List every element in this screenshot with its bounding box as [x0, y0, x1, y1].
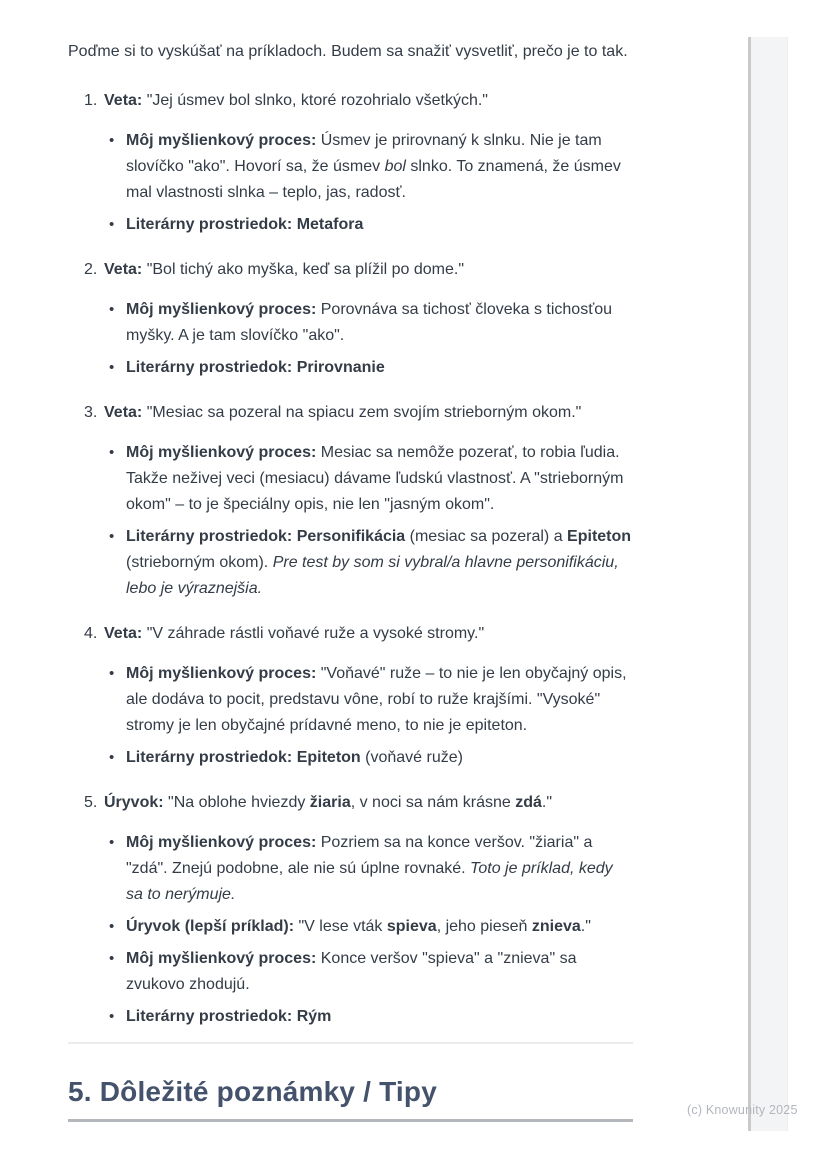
italic-text: bol: [384, 158, 406, 175]
bullet-icon: •: [109, 1008, 115, 1025]
bullet-icon: •: [109, 444, 115, 461]
bold-text: Literárny prostriedok: Metafora: [126, 216, 364, 233]
item-lead-row: [68, 88, 633, 114]
bold-text: Veta:: [104, 92, 143, 109]
example-item-5: [68, 790, 633, 1030]
bullet-icon: •: [109, 665, 115, 682]
bullet-icon: •: [109, 132, 115, 149]
item-number: 4.: [84, 625, 98, 642]
item-sentence: [104, 257, 464, 283]
bullet-text: [126, 946, 633, 998]
text-run: Úsmev je prirovnaný k slnku. Nie je tam slovíčko "ako". Hovorí sa, že úsmev: [126, 132, 602, 175]
bullet-item: [68, 830, 633, 908]
text-run: slnko. To znamená, že úsmev mal vlastnosti slnka – teplo, jas, radosť.: [126, 158, 621, 201]
item-lead-row: [68, 257, 633, 283]
intro-paragraph: Poďme si to vyskúšať na príkladoch. Budem sa snažiť vysvetliť, prečo je to tak.: [68, 43, 628, 60]
bullet-icon: •: [109, 950, 115, 967]
item-sentence: [104, 621, 484, 647]
bold-text: znieva: [531, 918, 581, 935]
item-number: 5.: [84, 794, 98, 811]
bold-text: Úryvok:: [104, 794, 164, 811]
item-number: 1.: [84, 92, 98, 109]
text-run: , v noci sa nám krásne: [350, 794, 516, 811]
bullet-text: [126, 212, 633, 238]
item-lead-row: [68, 790, 633, 816]
bold-text: Môj myšlienkový proces:: [126, 132, 317, 149]
bullet-text: [126, 297, 633, 349]
item-number: 2.: [84, 261, 98, 278]
bold-text: zdá: [515, 794, 542, 811]
text-run: "Mesiac sa pozeral na spiacu zem svojím strieborným okom.": [142, 404, 582, 421]
item-sentence: [104, 88, 488, 114]
bold-text: Veta:: [104, 625, 143, 642]
bold-text: Môj myšlienkový proces:: [126, 950, 317, 967]
text-run: "V lese vták: [294, 918, 387, 935]
text-run: .": [580, 918, 591, 935]
bullet-text: [126, 745, 633, 771]
bullet-icon: •: [109, 301, 115, 318]
bullet-text: [126, 524, 633, 602]
text-run: (mesiac sa pozeral) a: [405, 528, 568, 545]
bullet-list: [68, 830, 633, 1030]
example-item-3: [68, 400, 633, 602]
bullet-text: [126, 830, 633, 908]
bold-text: žiaria: [309, 794, 351, 811]
bullet-item: [68, 128, 633, 206]
text-run: "Bol tichý ako myška, keď sa plížil po dome.": [142, 261, 465, 278]
bold-text: Literárny prostriedok: Prirovnanie: [126, 359, 385, 376]
bullet-text: [126, 1004, 633, 1030]
bullet-icon: •: [109, 749, 115, 766]
text-run: Porovnáva sa tichosť človeka s tichosťou myšky. A je tam slovíčko "ako".: [126, 301, 612, 344]
bold-text: Môj myšlienkový proces:: [126, 301, 317, 318]
bold-text: Úryvok (lepší príklad):: [126, 918, 295, 935]
text-run: Pozriem sa na konce veršov. "žiaria" a "zdá". Znejú podobne, ale nie sú úplne rovnaké.: [126, 834, 593, 877]
bullet-list: [68, 440, 633, 602]
bullet-item: [68, 297, 633, 349]
bullet-item: [68, 661, 633, 739]
text-run: "Na oblohe hviezdy: [163, 794, 310, 811]
bold-text: Veta:: [104, 404, 143, 421]
bullet-item: [68, 946, 633, 998]
item-lead-row: [68, 400, 633, 426]
bold-text: Môj myšlienkový proces:: [126, 665, 317, 682]
italic-text: Toto je príklad, kedy sa to nerýmuje.: [126, 860, 613, 903]
text-run: , jeho pieseň: [436, 918, 532, 935]
watermark-label: (c) Knowunity 2025: [687, 1103, 798, 1117]
document-page: [68, 39, 633, 1122]
text-run: Konce veršov "spieva" a "znieva" sa zvukovo zhodujú.: [126, 950, 577, 993]
scrollbar-track[interactable]: [748, 37, 788, 1131]
bullet-item: [68, 1004, 633, 1030]
text-run: "V záhrade rástli voňavé ruže a vysoké stromy.": [142, 625, 485, 642]
section-heading: 5. Dôležité poznámky / Tipy: [68, 1074, 633, 1122]
bullet-icon: •: [109, 834, 115, 851]
item-sentence: [104, 400, 581, 426]
example-item-1: [68, 88, 633, 238]
text-run: "Voňavé" ruže – to nie je len obyčajný opis, ale dodáva to pocit, predstavu vône, robí to ruže krajšími. "Vysoké" stromy je len obyčajné prídavné meno, to nie je epiteton.: [126, 665, 627, 734]
bold-text: Veta:: [104, 261, 143, 278]
bullet-item: [68, 914, 633, 940]
bullet-list: [68, 297, 633, 381]
bold-text: Literárny prostriedok: Personifikácia: [126, 528, 406, 545]
bullet-icon: •: [109, 359, 115, 376]
bold-text: spieva: [386, 918, 437, 935]
bullet-list: [68, 128, 633, 238]
bold-text: Literárny prostriedok: Rým: [126, 1008, 332, 1025]
bullet-text: [126, 661, 633, 739]
bullet-item: [68, 212, 633, 238]
bullet-icon: •: [109, 528, 115, 545]
text-run: (strieborným okom).: [126, 554, 273, 571]
content-divider: [68, 1042, 633, 1044]
bold-text: Literárny prostriedok: Epiteton: [126, 749, 361, 766]
text-run: .": [541, 794, 553, 811]
bullet-icon: •: [109, 216, 115, 233]
example-item-4: [68, 621, 633, 771]
bold-text: Môj myšlienkový proces:: [126, 444, 317, 461]
bold-text: Môj myšlienkový proces:: [126, 834, 317, 851]
bullet-item: [68, 745, 633, 771]
bullet-list: [68, 661, 633, 771]
examples-list: [68, 88, 633, 1030]
text-run: (voňavé ruže): [360, 749, 463, 766]
item-number: 3.: [84, 404, 98, 421]
bullet-item: [68, 355, 633, 381]
bullet-icon: •: [109, 918, 115, 935]
item-sentence: [104, 790, 552, 816]
bullet-text: [126, 440, 633, 518]
item-lead-row: [68, 621, 633, 647]
example-item-2: [68, 257, 633, 381]
bullet-text: [126, 914, 633, 940]
bullet-item: [68, 440, 633, 518]
text-run: Mesiac sa nemôže pozerať, to robia ľudia. Takže neživej veci (mesiacu) dávame ľudskú vlastnosť. A "strieborným okom" – to je špeciálny opis, nie len "jasným okom".: [126, 444, 624, 513]
bold-text: Epiteton: [567, 528, 632, 545]
text-run: "Jej úsmev bol slnko, ktoré rozohrialo všetkých.": [142, 92, 488, 109]
bullet-item: [68, 524, 633, 602]
bullet-text: [126, 355, 633, 381]
bullet-text: [126, 128, 633, 206]
italic-text: Pre test by som si vybral/a hlavne personifikáciu, lebo je výraznejšia.: [126, 554, 619, 597]
